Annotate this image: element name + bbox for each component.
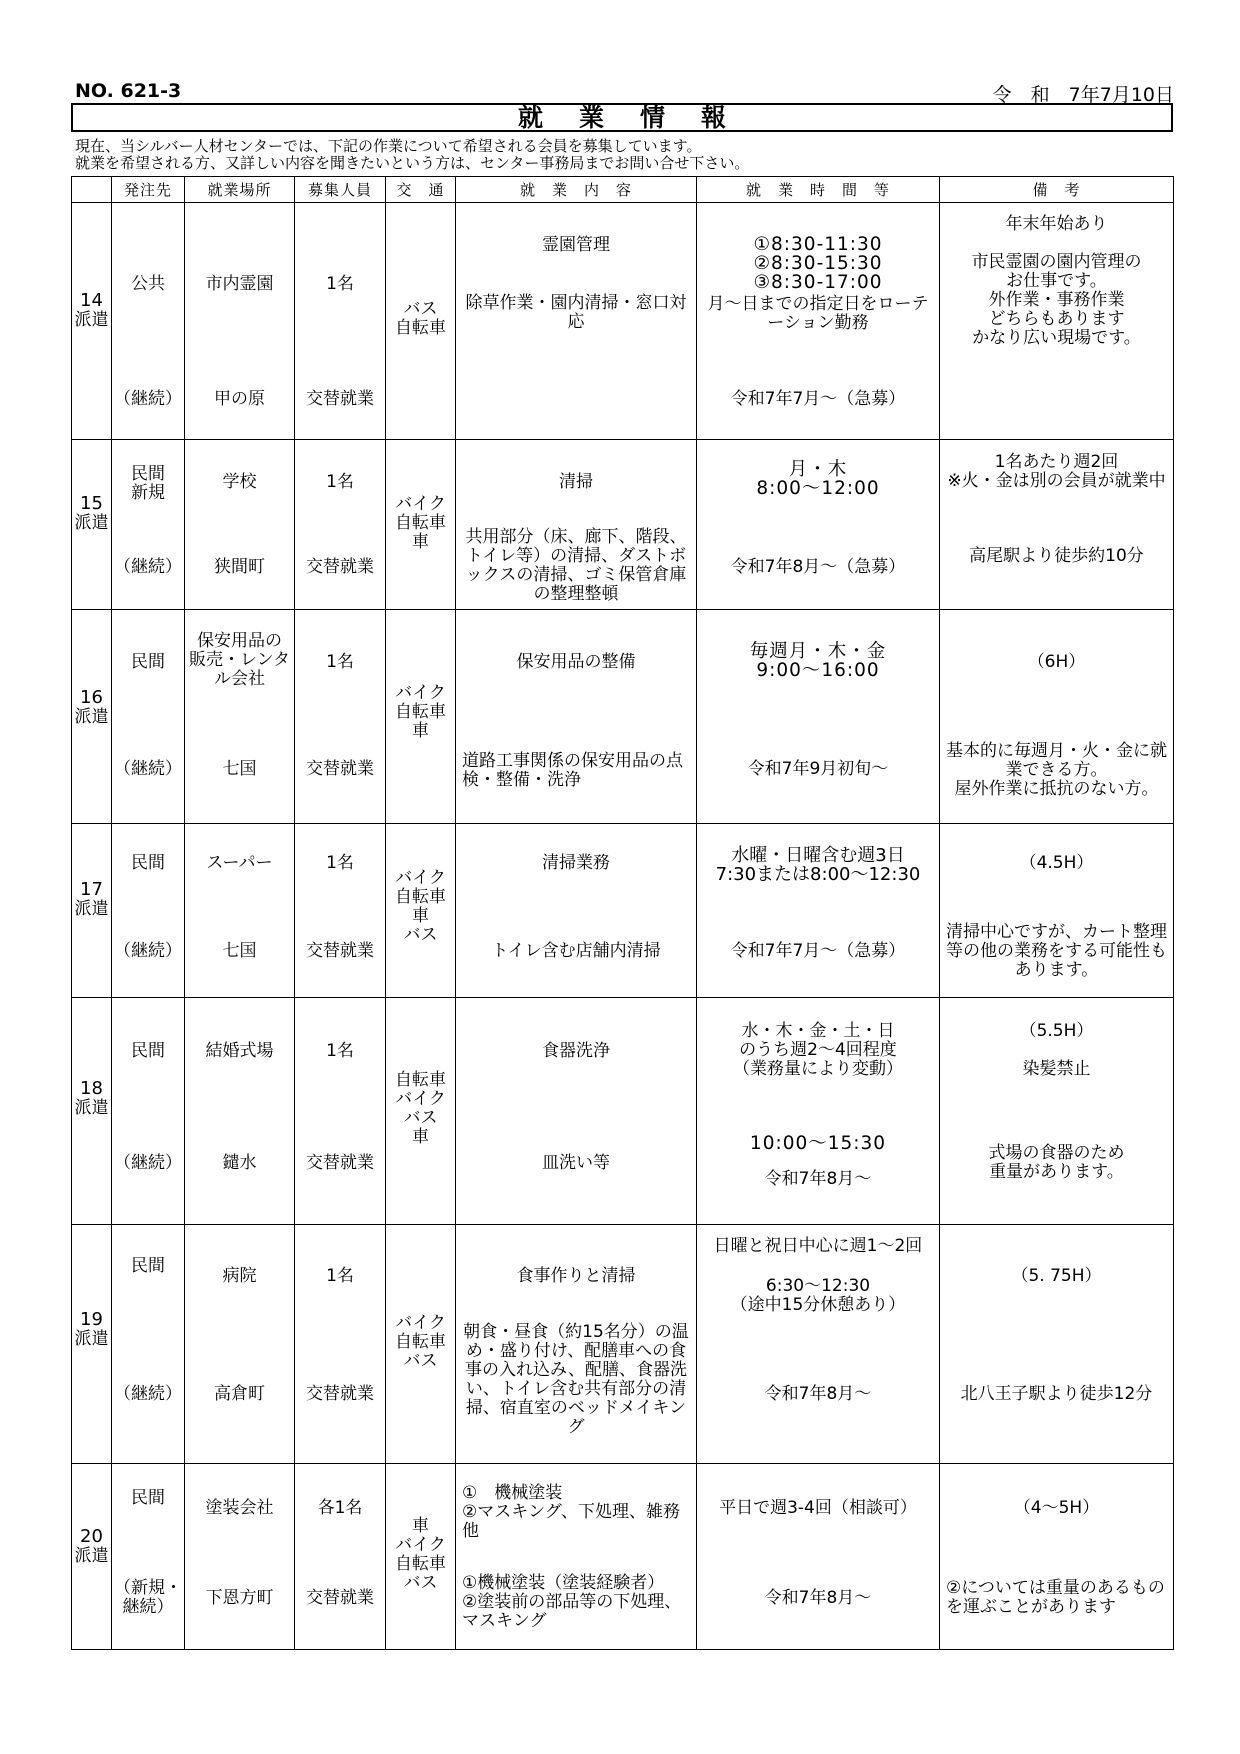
job-cell xyxy=(456,1225,697,1464)
count: 1名 xyxy=(326,274,354,294)
row-no: 14 xyxy=(80,290,103,311)
place: 保安用品の販売・レンタル会社 xyxy=(189,631,290,689)
job-title: 霊園管理 xyxy=(542,235,610,255)
row-number xyxy=(72,203,112,440)
hours-cell xyxy=(697,610,940,824)
table-header-row xyxy=(72,177,1174,203)
client-cell xyxy=(112,610,185,824)
hours-main: 毎週月・木・金 9:00～16:00 xyxy=(749,641,887,681)
job-title: 食事作りと清掃 xyxy=(516,1266,636,1286)
place: 塗装会社 xyxy=(205,1498,274,1518)
row-number xyxy=(72,610,112,824)
page-title: 就業情報 xyxy=(71,103,1173,132)
transport: バイク 自転車 車 バス xyxy=(395,868,446,945)
job-table xyxy=(71,176,1174,1650)
job-detail: ①機械塗装（塗装経験者） ②塗装前の部品等の下処理、マスキング xyxy=(462,1573,682,1631)
client-status: （継続） xyxy=(114,1153,182,1173)
row-number xyxy=(72,440,112,610)
row-no: 15 xyxy=(80,493,103,514)
row-no: 18 xyxy=(80,1078,103,1099)
area: 下恩方町 xyxy=(205,1588,274,1608)
hours-cell xyxy=(697,1464,940,1650)
count-sub: 交替就業 xyxy=(306,759,374,779)
hours-cell xyxy=(697,824,940,998)
client-status: （新規・ 継続） xyxy=(114,1578,182,1617)
table-row xyxy=(72,1464,1174,1650)
remarks: （5. 75H） xyxy=(1011,1266,1102,1286)
transport: バイク 自転車 バス xyxy=(395,1313,446,1371)
job-title: 清掃 xyxy=(559,472,593,492)
transport: バイク 自転車 車 xyxy=(395,683,446,741)
table-row xyxy=(72,1225,1174,1464)
remarks-cell xyxy=(940,610,1174,824)
hours-main: 月・木 8:00～12:00 xyxy=(756,459,880,499)
row-no: 19 xyxy=(80,1309,103,1330)
intro-line-1: 現在、当シルバー人材センターでは、下記の作業について希望される会員を募集しています。 xyxy=(75,137,702,155)
start-date: 令和7年9月初旬～ xyxy=(747,759,889,779)
row-type: 派遣 xyxy=(74,513,109,533)
remarks: （6H） xyxy=(1027,652,1086,672)
count: 各1名 xyxy=(317,1498,363,1518)
place-cell xyxy=(185,203,295,440)
count-cell xyxy=(295,610,386,824)
transport-cell xyxy=(386,203,456,440)
job-cell xyxy=(456,824,697,998)
client: 民間 xyxy=(131,1488,165,1508)
remarks-cell xyxy=(940,1225,1174,1464)
place: 病院 xyxy=(222,1266,257,1286)
row-no: 20 xyxy=(80,1526,103,1547)
row-type: 派遣 xyxy=(74,899,109,919)
transport-cell xyxy=(386,610,456,824)
place-cell xyxy=(185,440,295,610)
client-status: （継続） xyxy=(114,759,182,779)
remarks: （5.5H） 染髪禁止 xyxy=(1019,1021,1094,1079)
intro-text xyxy=(75,138,749,172)
table-row xyxy=(72,998,1174,1225)
document-date: 令 和 7年7月10日 xyxy=(992,84,1174,106)
remarks-2: 北八王子駅より徒歩12分 xyxy=(960,1384,1153,1404)
row-no: 17 xyxy=(80,879,103,900)
job-title: 保安用品の整備 xyxy=(516,652,636,672)
count-cell xyxy=(295,998,386,1225)
remarks-cell xyxy=(940,203,1174,440)
client-status: （継続） xyxy=(114,557,182,577)
transport: 車 バイク 自転車 バス xyxy=(395,1516,446,1593)
count: 1名 xyxy=(326,652,354,672)
place: スーパー xyxy=(206,853,273,873)
count: 1名 xyxy=(326,1266,354,1286)
area: 七国 xyxy=(222,759,257,779)
count-cell xyxy=(295,203,386,440)
job-detail: 道路工事関係の保安用品の点検・整備・洗浄 xyxy=(462,751,683,790)
count-cell xyxy=(295,440,386,610)
hours-note: 6:30～12:30 （途中15分休憩あり） xyxy=(730,1276,906,1315)
start-date: 令和7年8月～（急募） xyxy=(730,557,906,577)
hours-main: 水曜・日曜含む週3日 7:30または8:00～12:30 xyxy=(715,845,921,885)
remarks-cell xyxy=(940,1464,1174,1650)
row-type: 派遣 xyxy=(74,1098,109,1118)
place-cell xyxy=(185,824,295,998)
client: 民間 xyxy=(131,1041,165,1061)
row-number xyxy=(72,824,112,998)
job-detail: 朝食・昼食（約15名分）の温め・盛り付け、配膳車への食事の入れ込み、配膳、食器洗い、トイレ含む共有部分の清掃、宿直室のベッドメイキング xyxy=(463,1322,689,1437)
hours-cell xyxy=(697,1225,940,1464)
header-place: 就業場所 xyxy=(185,177,295,203)
count-cell xyxy=(295,824,386,998)
area: 狭間町 xyxy=(214,557,265,577)
start-date: 令和7年8月～ xyxy=(764,1588,872,1608)
row-number xyxy=(72,1225,112,1464)
place: 学校 xyxy=(222,472,257,492)
client: 公共 xyxy=(131,274,165,294)
count-cell xyxy=(295,1225,386,1464)
header-client: 発注先 xyxy=(112,177,185,203)
header-count: 募集人員 xyxy=(295,177,386,203)
hours-cell xyxy=(697,998,940,1225)
job-title: ① 機械塗装 ②マスキング、下処理、雑務他 xyxy=(462,1483,681,1541)
start-date: 令和7年8月～ xyxy=(764,1384,872,1404)
remarks: 1名あたり週2回 ※火・金は別の会員が就業中 xyxy=(947,452,1166,491)
row-number xyxy=(72,1464,112,1650)
client-status: （継続） xyxy=(114,1384,182,1404)
table-row xyxy=(72,610,1174,824)
hours-main: 平日で週3-4回（相談可） xyxy=(719,1498,917,1518)
place-cell xyxy=(185,1464,295,1650)
intro-line-2: 就業を希望される方、又詳しい内容を聞きたいという方は、センター事務局までお問い合せ下さい。 xyxy=(75,154,750,172)
count-cell xyxy=(295,1464,386,1650)
count-sub: 交替就業 xyxy=(306,389,374,409)
header-transport: 交 通 xyxy=(386,177,456,203)
row-number xyxy=(72,998,112,1225)
place-cell xyxy=(185,1225,295,1464)
job-detail: トイレ含む店舗内清掃 xyxy=(491,941,661,961)
client-cell xyxy=(112,440,185,610)
remarks-2: 式場の食器のため 重量があります。 xyxy=(988,1143,1125,1182)
area: 高倉町 xyxy=(214,1384,265,1404)
remarks-2: 高尾駅より徒歩約10分 xyxy=(969,546,1144,566)
job-title: 清掃業務 xyxy=(542,853,610,873)
client: 民間 新規 xyxy=(131,464,165,503)
transport: バイク 自転車 車 xyxy=(395,494,446,552)
hours-main: 日曜と祝日中心に週1～2回 xyxy=(713,1236,923,1256)
count: 1名 xyxy=(326,853,354,873)
client-cell xyxy=(112,824,185,998)
client-cell xyxy=(112,1225,185,1464)
remarks-2: 基本的に毎週月・火・金に就業できる方。 屋外作業に抵抗のない方。 xyxy=(946,741,1167,799)
remarks-2: 清掃中心ですが、カート整理等の他の業務をする可能性もあります。 xyxy=(946,922,1167,980)
transport-cell xyxy=(386,440,456,610)
client: 民間 xyxy=(131,853,165,873)
place-cell xyxy=(185,998,295,1225)
start-date: 令和7年7月～（急募） xyxy=(730,389,906,409)
remarks: （4.5H） xyxy=(1019,853,1094,873)
remarks-cell xyxy=(940,440,1174,610)
header-hours: 就 業 時 間 等 xyxy=(697,177,940,203)
job-title: 食器洗浄 xyxy=(542,1041,610,1061)
transport: 自転車 バイク バス 車 xyxy=(395,1070,446,1147)
job-cell xyxy=(456,610,697,824)
transport-cell xyxy=(386,824,456,998)
start-date: 令和7年7月～（急募） xyxy=(730,941,906,961)
place: 結婚式場 xyxy=(205,1041,274,1061)
hours-cell xyxy=(697,203,940,440)
hours-main: ①8:30-11:30 ②8:30-15:30 ③8:30-17:00 xyxy=(753,234,883,293)
row-no: 16 xyxy=(80,687,103,708)
job-cell xyxy=(456,1464,697,1650)
header-remarks: 備 考 xyxy=(940,177,1174,203)
count: 1名 xyxy=(326,1041,354,1061)
remarks: 年末年始あり 市民霊園の園内管理の お仕事です。 外作業・事務作業 どちらもあります かなり広い現場です。 xyxy=(971,214,1142,348)
transport-cell xyxy=(386,998,456,1225)
remarks: （4～5H） xyxy=(1013,1498,1100,1518)
row-type: 派遣 xyxy=(74,310,109,330)
hours-note: 月～日までの指定日をローテーション勤務 xyxy=(707,294,929,333)
hours-cell xyxy=(697,440,940,610)
count-sub: 交替就業 xyxy=(306,557,374,577)
hours-main: 水・木・金・土・日 のうち週2～4回程度 （業務量により変動） xyxy=(733,1021,903,1079)
job-detail: 皿洗い等 xyxy=(542,1153,610,1173)
row-type: 派遣 xyxy=(74,707,109,727)
count-sub: 交替就業 xyxy=(306,1384,374,1404)
place: 市内霊園 xyxy=(205,274,274,294)
area: 鑓水 xyxy=(222,1153,257,1173)
client-cell xyxy=(112,1464,185,1650)
table-row xyxy=(72,203,1174,440)
job-detail: 除草作業・園内清掃・窓口対応 xyxy=(465,293,687,332)
hours-note: 10:00～15:30 xyxy=(749,1133,887,1154)
client-cell xyxy=(112,998,185,1225)
job-cell xyxy=(456,998,697,1225)
client: 民間 xyxy=(131,1256,165,1276)
header-no xyxy=(72,177,112,203)
client-status: （継続） xyxy=(114,389,182,409)
row-type: 派遣 xyxy=(74,1546,109,1566)
row-type: 派遣 xyxy=(74,1329,109,1349)
client: 民間 xyxy=(131,652,165,672)
job-cell xyxy=(456,440,697,610)
header-job: 就 業 内 容 xyxy=(456,177,697,203)
table-row xyxy=(72,440,1174,610)
table-row xyxy=(72,824,1174,998)
count: 1名 xyxy=(326,472,354,492)
start-date: 令和7年8月～ xyxy=(764,1169,872,1189)
client-cell xyxy=(112,203,185,440)
job-detail: 共用部分（床、廊下、階段、トイレ等）の清掃、ダストボックスの清掃、ゴミ保管倉庫の整理整頓 xyxy=(465,527,687,604)
job-cell xyxy=(456,203,697,440)
remarks-cell xyxy=(940,824,1174,998)
count-sub: 交替就業 xyxy=(306,941,374,961)
remarks-2: ②については重量のあるものを運ぶことがあります xyxy=(946,1578,1165,1617)
transport-cell xyxy=(386,1225,456,1464)
area: 七国 xyxy=(222,941,257,961)
count-sub: 交替就業 xyxy=(306,1153,374,1173)
transport: バス 自転車 xyxy=(395,299,446,338)
area: 甲の原 xyxy=(214,389,265,409)
client-status: （継続） xyxy=(114,941,182,961)
place-cell xyxy=(185,610,295,824)
count-sub: 交替就業 xyxy=(306,1588,374,1608)
transport-cell xyxy=(386,1464,456,1650)
remarks-cell xyxy=(940,998,1174,1225)
document-number: NO. 621-3 xyxy=(75,80,182,102)
